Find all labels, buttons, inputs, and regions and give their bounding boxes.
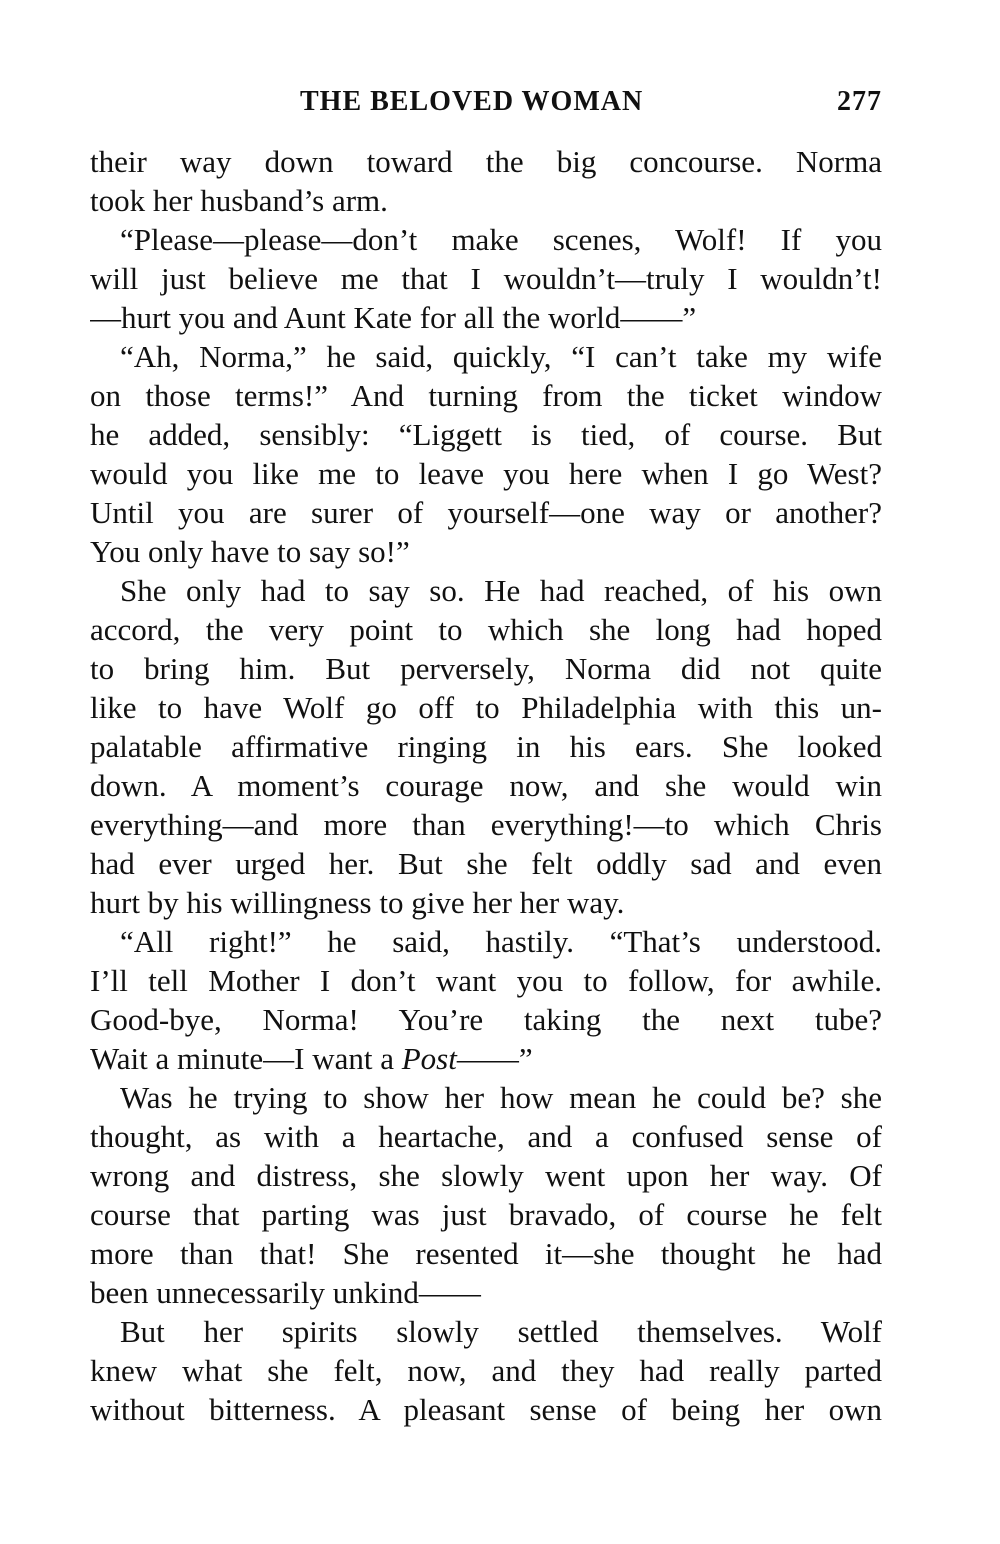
line-text: more than that! She resented it—she thought he had (90, 1236, 882, 1271)
line-text: Good-bye, Norma! You’re taking the next tube? (90, 1002, 882, 1037)
line-text: She only had to say so. He had reached, of his own (120, 573, 882, 608)
text-line (90, 1390, 882, 1429)
line-text: Was he trying to show her how mean he could be? she (120, 1080, 882, 1115)
text-line (90, 766, 882, 805)
line-italic-text: Post (401, 1041, 457, 1076)
text-line (90, 688, 882, 727)
text-line (90, 337, 882, 376)
page-number: 277 (837, 86, 882, 117)
text-line (90, 571, 882, 610)
line-text: Until you are surer of yourself—one way or another? (90, 495, 882, 530)
line-text: “Ah, Norma,” he said, quickly, “I can’t take my wife (120, 339, 882, 374)
text-line (90, 1234, 882, 1273)
text-line (90, 493, 882, 532)
text-line (90, 610, 882, 649)
text-line (90, 220, 882, 259)
body-text (90, 142, 882, 1429)
line-text: had ever urged her. But she felt oddly sad and even (90, 846, 882, 881)
line-text: Wait a minute—I want a (90, 1041, 402, 1076)
text-line (90, 883, 882, 922)
text-line (90, 805, 882, 844)
line-text: everything—and more than everything!—to which Chris (90, 807, 882, 842)
text-line (90, 961, 882, 1000)
line-text: would you like me to leave you here when I go West? (90, 456, 882, 491)
text-line (90, 1078, 882, 1117)
line-text: You only have to say so!” (90, 534, 410, 569)
text-line (90, 454, 882, 493)
line-text: like to have Wolf go off to Philadelphia with this un- (90, 690, 882, 725)
text-line (90, 1156, 882, 1195)
text-line (90, 298, 882, 337)
line-text: thought, as with a heartache, and a confused sense of (90, 1119, 882, 1154)
running-head (90, 86, 882, 130)
line-text: I’ll tell Mother I don’t want you to follow, for awhile. (90, 963, 882, 998)
line-text: he added, sensibly: “Liggett is tied, of course. But (90, 417, 882, 452)
line-text: wrong and distress, she slowly went upon her way. Of (90, 1158, 882, 1193)
line-text: accord, the very point to which she long had hoped (90, 612, 882, 647)
text-line (90, 1312, 882, 1351)
text-line (90, 259, 882, 298)
text-line (90, 142, 882, 181)
line-text: —hurt you and Aunt Kate for all the world——” (90, 300, 697, 335)
book-page (90, 86, 882, 1429)
text-line (90, 1273, 882, 1312)
text-line (90, 922, 882, 961)
line-text: without bitterness. A pleasant sense of being her own (90, 1392, 882, 1427)
text-line (90, 376, 882, 415)
text-line (90, 1039, 882, 1078)
line-text: course that parting was just bravado, of course he felt (90, 1197, 882, 1232)
line-text: “Please—please—don’t make scenes, Wolf! If you (120, 222, 882, 257)
text-line (90, 532, 882, 571)
running-title: THE BELOVED WOMAN (300, 86, 644, 117)
line-text: to bring him. But perversely, Norma did not quite (90, 651, 882, 686)
line-text: been unnecessarily unkind—— (90, 1275, 481, 1310)
line-text: will just believe me that I wouldn’t—truly I wouldn’t! (90, 261, 882, 296)
text-line (90, 727, 882, 766)
text-line (90, 1351, 882, 1390)
line-text: down. A moment’s courage now, and she would win (90, 768, 882, 803)
line-text: knew what she felt, now, and they had really parted (90, 1353, 882, 1388)
text-line (90, 844, 882, 883)
line-text: on those terms!” And turning from the ticket window (90, 378, 882, 413)
line-text: palatable affirmative ringing in his ears. She looked (90, 729, 882, 764)
text-line (90, 415, 882, 454)
text-line (90, 1195, 882, 1234)
text-line (90, 1117, 882, 1156)
line-text: But her spirits slowly settled themselves. Wolf (120, 1314, 882, 1349)
line-trailing-text: ——” (456, 1041, 533, 1076)
text-line (90, 649, 882, 688)
text-line (90, 1000, 882, 1039)
line-text: “All right!” he said, hastily. “That’s understood. (120, 924, 882, 959)
line-text: their way down toward the big concourse. Norma (90, 144, 882, 179)
line-text: hurt by his willingness to give her her way. (90, 885, 625, 920)
line-text: took her husband’s arm. (90, 183, 388, 218)
text-line (90, 181, 882, 220)
